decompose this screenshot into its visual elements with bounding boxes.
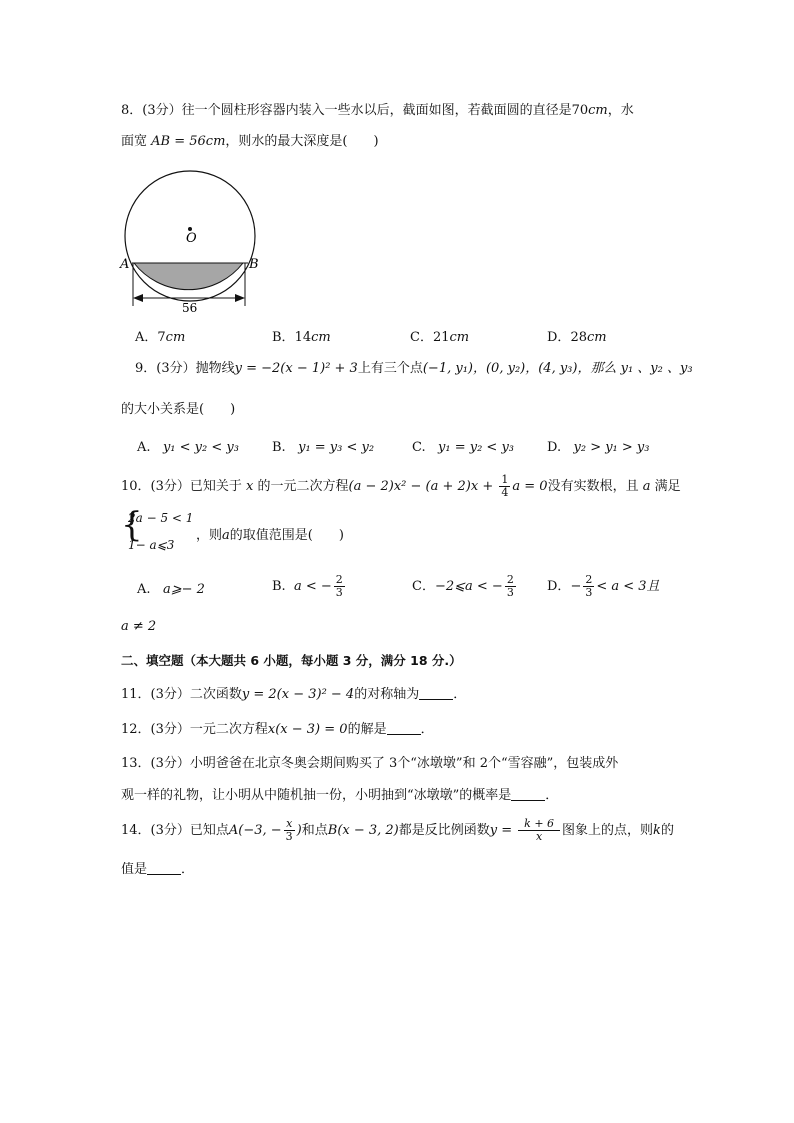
q8-option-c[interactable]: C．21cm bbox=[410, 330, 470, 345]
q14-stem-line2: 值是 ． bbox=[121, 862, 195, 877]
q13-answer-blank[interactable] bbox=[511, 788, 545, 801]
q14-answer-blank[interactable] bbox=[147, 862, 181, 875]
system-brace: { bbox=[121, 505, 143, 545]
label-o: O bbox=[186, 231, 197, 246]
q9-option-d[interactable]: D. y₂ > y₁ > y₃ bbox=[547, 440, 650, 455]
label-a: A bbox=[120, 257, 130, 272]
q9-stem-line1: 9．(3分）抛物线y = −2(x − 1)² + 3上有三个点(−1, y₁)，(0, y₂)，(4, y₃)，那么 y₁ 、y₂ 、y₃ bbox=[135, 361, 693, 376]
q9-stem-line2: 的大小关系是( ) bbox=[121, 402, 236, 417]
q10-fraction: $\frac{1}{4}$ bbox=[501, 473, 509, 499]
q9-option-b[interactable]: B. y₁ = y₃ < y₂ bbox=[272, 440, 375, 455]
q14-stem-line1: 14．(3分）已知点A(−3, − $\frac{x}{3}$ )和点B(x − 3, 2)都是反比例函数y = $\frac{k + 6}{x}$ 图象上的点，则k的 bbox=[121, 817, 674, 843]
q10-stem-line1: 10．(3分）已知关于 x 的一元二次方程(a − 2)x² − (a + 2)x + $\frac{1}{4}$ a = 0没有实数根，且 a 满足 bbox=[121, 473, 681, 499]
q11-answer-blank[interactable] bbox=[419, 687, 453, 700]
q12-stem: 12．(3分）一元二次方程x(x − 3) = 0的解是 ． bbox=[121, 722, 434, 737]
arrow-right bbox=[235, 294, 245, 302]
q10-option-a[interactable]: A. a⩾− 2 bbox=[137, 582, 205, 597]
water-region bbox=[134, 263, 243, 290]
q8-circle-figure bbox=[112, 160, 272, 320]
q10-stem-line2: ，则a的取值范围是( ) bbox=[196, 528, 344, 543]
label-length: 56 bbox=[182, 301, 198, 315]
q8-stem-line2: 面宽 AB = 56cm，则水的最大深度是( ) bbox=[121, 134, 379, 149]
section-2-heading: 二、填空题（本大题共 6 小题，每小题 3 分，满分 18 分.） bbox=[121, 653, 462, 668]
q10-inequality-2: 1− a⩽3 bbox=[128, 538, 175, 552]
q10-option-d[interactable]: D．− $\frac{2}{3}$ < a < 3且 bbox=[547, 573, 660, 599]
q9-option-a[interactable]: A. y₁ < y₂ < y₃ bbox=[137, 440, 239, 455]
q9-option-c[interactable]: C. y₁ = y₂ < y₃ bbox=[412, 440, 515, 455]
q13-stem-line1: 13．(3分）小明爸爸在北京冬奥会期间购买了 3个“冰墩墩”和 2个“雪容融”，包装成外 bbox=[121, 756, 619, 771]
q13-stem-line2: 观一样的礼物，让小明从中随机抽一份，小明抽到“冰墩墩”的概率是 ． bbox=[121, 788, 559, 803]
q8-option-d[interactable]: D．28cm bbox=[547, 330, 607, 345]
label-b: B bbox=[249, 257, 259, 272]
q10-inequality-1: 2a − 5 < 1 bbox=[128, 511, 194, 525]
q10-option-c[interactable]: C．−2⩽a < − $\frac{2}{3}$ bbox=[412, 573, 514, 599]
arrow-left bbox=[133, 294, 143, 302]
q8-option-a[interactable]: A．7cm bbox=[135, 330, 186, 345]
q11-stem: 11．(3分）二次函数y = 2(x − 3)² − 4的对称轴为 ． bbox=[121, 687, 467, 702]
q12-answer-blank[interactable] bbox=[387, 722, 421, 735]
q10-option-b[interactable]: B. a < − $\frac{2}{3}$ bbox=[272, 573, 343, 599]
q8-option-b[interactable]: B．14cm bbox=[272, 330, 331, 345]
q8-stem-line1: 8．(3分）往一个圆柱形容器内装入一些水以后，截面如图，若截面圆的直径是70cm，水 bbox=[121, 103, 634, 118]
q10-option-d-continued: a ≠ 2 bbox=[121, 619, 157, 634]
